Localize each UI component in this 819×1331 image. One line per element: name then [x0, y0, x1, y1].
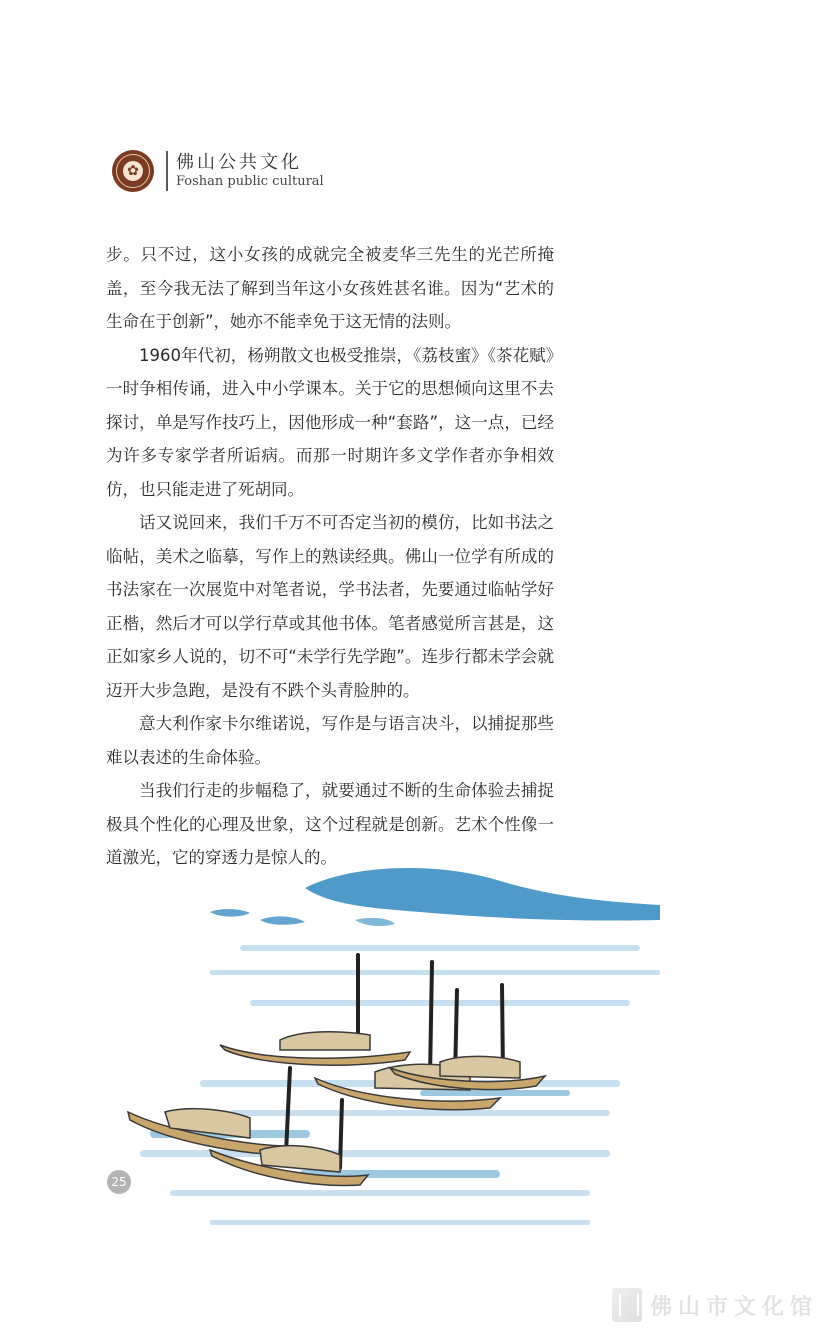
watermark — [612, 1288, 818, 1322]
article-body — [106, 238, 554, 875]
watermark-text: 佛山市文化馆 — [650, 1294, 819, 1320]
paragraph: 意大利作家卡尔维诺说，写作是与语言决斗，以捕捉那些难以表述的生命体验。 — [106, 714, 554, 767]
header-divider — [166, 151, 168, 191]
paragraph: 步。只不过，这小女孩的成就完全被麦华三先生的光芒所掩盖，至今我无法了解到当年这小女孩姓甚名谁。因为“艺术的生命在于创新”，她亦不能幸免于这无情的法则。 — [106, 245, 554, 331]
publication-title-en: Foshan public cultural — [176, 174, 324, 189]
page-number: 25 — [107, 1170, 131, 1194]
foshan-culture-logo: ✿ — [112, 150, 154, 192]
paragraph: 1960年代初，杨朔散文也极受推崇，《荔枝蜜》《茶花赋》一时争相传诵，进入中小学课本。关于它的思想倾向这里不去探讨，单是写作技巧上，因他形成一种“套路”，这一点，已经为许多专家学者所诟病。而那一时期许多文学作者亦争相效仿，也只能走进了死胡同。 — [106, 345, 554, 499]
publication-title-cn: 佛山公共文化 — [176, 152, 302, 173]
paragraph: 话又说回来，我们千万不可否定当初的模仿，比如书法之临帖，美术之临摹，写作上的熟读经典。佛山一位学有所成的书法家在一次展览中对笔者说，学书法者，先要通过临帖学好正楷，然后才可以学行草或其他书体。笔者感觉所言甚是，这正如家乡人说的，切不可“未学行先学跑”。连步行都未学会就迈开大步急跑，是没有不跌个头青脸肿的。 — [106, 513, 554, 700]
publication-header — [112, 150, 324, 192]
boats-ink-painting — [90, 850, 710, 1290]
library-icon — [612, 1288, 642, 1322]
paragraph: 当我们行走的步幅稳了，就要通过不断的生命体验去捕捉极具个性化的心理及世象，这个过程就是创新。艺术个性像一道激光，它的穿透力是惊人的。 — [106, 781, 554, 867]
